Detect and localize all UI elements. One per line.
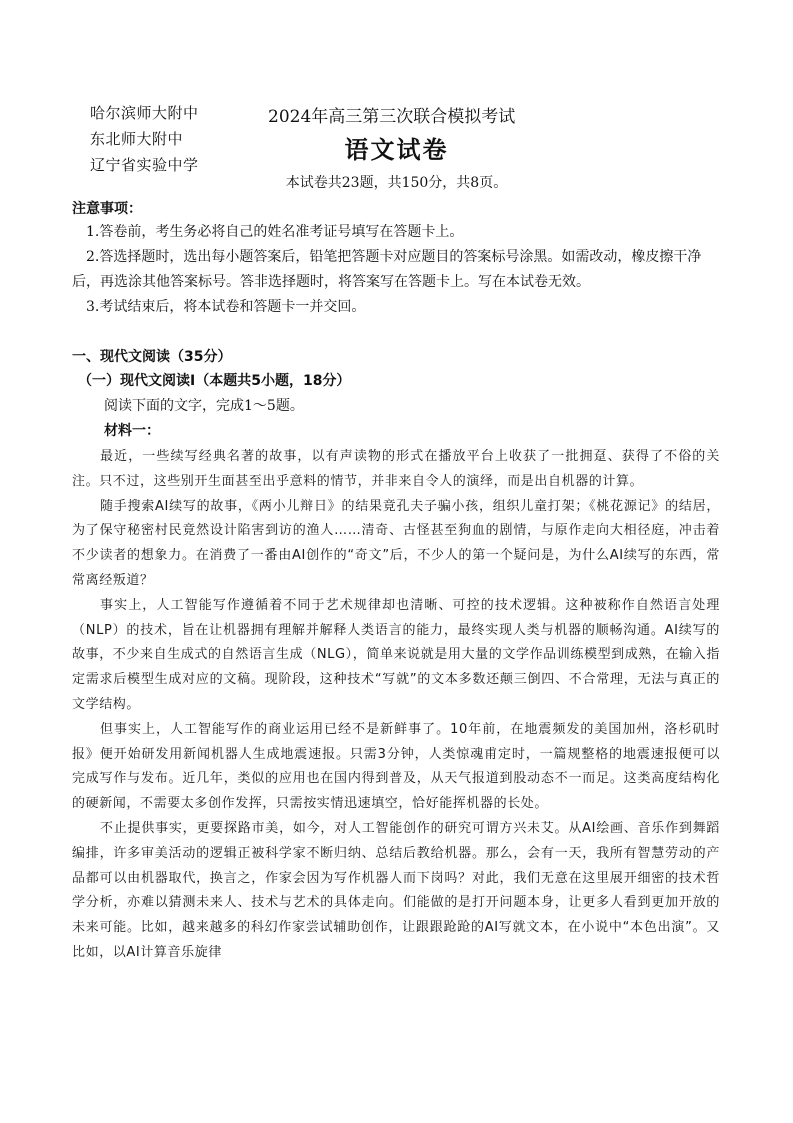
reading-instruction: 阅读下面的文字，完成1～5题。 — [104, 398, 304, 414]
exam-title: 2024年高三第三次联合模拟考试 — [268, 107, 516, 127]
notes-title: 注意事项： — [72, 201, 142, 217]
paper-info: 本试卷共23题，共150分，共8页。 — [285, 175, 508, 191]
passage-paragraph: 事实上，人工智能写作遵循着不同于艺术规律却也清晰、可控的技术逻辑。这种被称作自然语言处理（NLP）的技术，旨在让机器拥有理解并解释人类语言的能力，最终实现人类与机器的顺畅沟通。AI续写的故事，不少来自生成式的自然语言生成（NLG），简单来说就是用大量的文学作品训练模型到成熟，在输入指定需求后模型生成对应的文稿。现阶段，这种技术“写就”的文本多数还颠三倒四、不合常理，无法与真正的文学结构。 — [72, 597, 720, 712]
school-name: 东北师大附中 — [90, 130, 184, 148]
passage-paragraph: 但事实上，人工智能写作的商业运用已经不是新鲜事了。10年前，在地震频发的美国加州，洛杉矶时报》便开始研发用新闻机器人生成地震速报。只需3分钟，人类惊魂甫定时，一篇规整格的地震速报便可以完成写作与发布。近几年，类似的应用也在国内得到普及，从天气报道到股动态不一而足。这类高度结构化的硬新闻，不需要太多创作发挥，只需按实情迅速填空，恰好能挥机器的长处。 — [72, 721, 720, 812]
passage-paragraph: 随手搜索AI续写的故事，《两小儿辩日》的结果竟孔夫子骗小孩，组织儿童打架；《桃花源记》的结居，为了保守秘密村民竟然设计陷害到访的渔人……清奇、古怪甚至狗血的剧情，与原作走向大相径庭，冲击着不少读者的想象力。在消费了一番由AI创作的“奇文”后，不少人的第一个疑问是，为什么AI续写的东西，常常离经叛道？ — [72, 498, 720, 588]
note-item: 1.答卷前，考生务必将自己的姓名准考证号填写在答题卡上。 — [86, 224, 464, 240]
school-name: 哈尔滨师大附中 — [90, 104, 199, 122]
section-subtitle: （一）现代文阅读Ⅰ（本题共5小题，18分） — [78, 373, 351, 389]
subject-title: 语文试卷 — [344, 136, 449, 164]
note-item: 3.考试结束后，将本试卷和答题卡一并交回。 — [86, 299, 366, 315]
material-label: 材料一： — [104, 423, 160, 439]
passage-paragraph: 不止提供事实，更要探路市美，如今，对人工智能创作的研究可谓方兴未艾。从AI绘画、音乐作到舞蹈编排，许多审美活动的逻辑正被科学家不断归纳、总结后教给机器。那么，会有一天，我所有智慧劳动的产品都可以由机器取代，换言之，作家会因为写作机器人而下岗吗？对此，我们无意在这里展开细密的技术哲学分析，亦难以猜测未来人、技术与艺术的具体走向。们能做的是打开问题本身，让更多人看到更加开放的未来可能。比如，越来越多的科幻作家尝试辅助创作，让跟跟跄跄的AI写就文本，在小说中“本色出演”。又比如，以AI计算音乐旋律 — [72, 820, 720, 960]
passage-paragraph: 最近，一些续写经典名著的故事，以有声读物的形式在播放平台上收获了一批拥趸、获得了不俗的关注。只不过，这些别开生面甚至出乎意料的情节，并非来自令人的演绎，而是出自机器的计算。 — [72, 449, 720, 489]
school-name: 辽宁省实验中学 — [90, 156, 199, 174]
note-item: 2.答选择题时，选出每小题答案后，铅笔把答题卡对应题目的答案标号涂黑。如需改动，橡皮擦干净后，再选涂其他答案标号。答非选择题时，将答案写在答题卡上。写在本试卷无效。 — [72, 249, 702, 290]
notes-list — [72, 220, 712, 320]
reading-passage — [72, 445, 720, 966]
section-title: 一、现代文阅读（35分） — [72, 349, 232, 365]
